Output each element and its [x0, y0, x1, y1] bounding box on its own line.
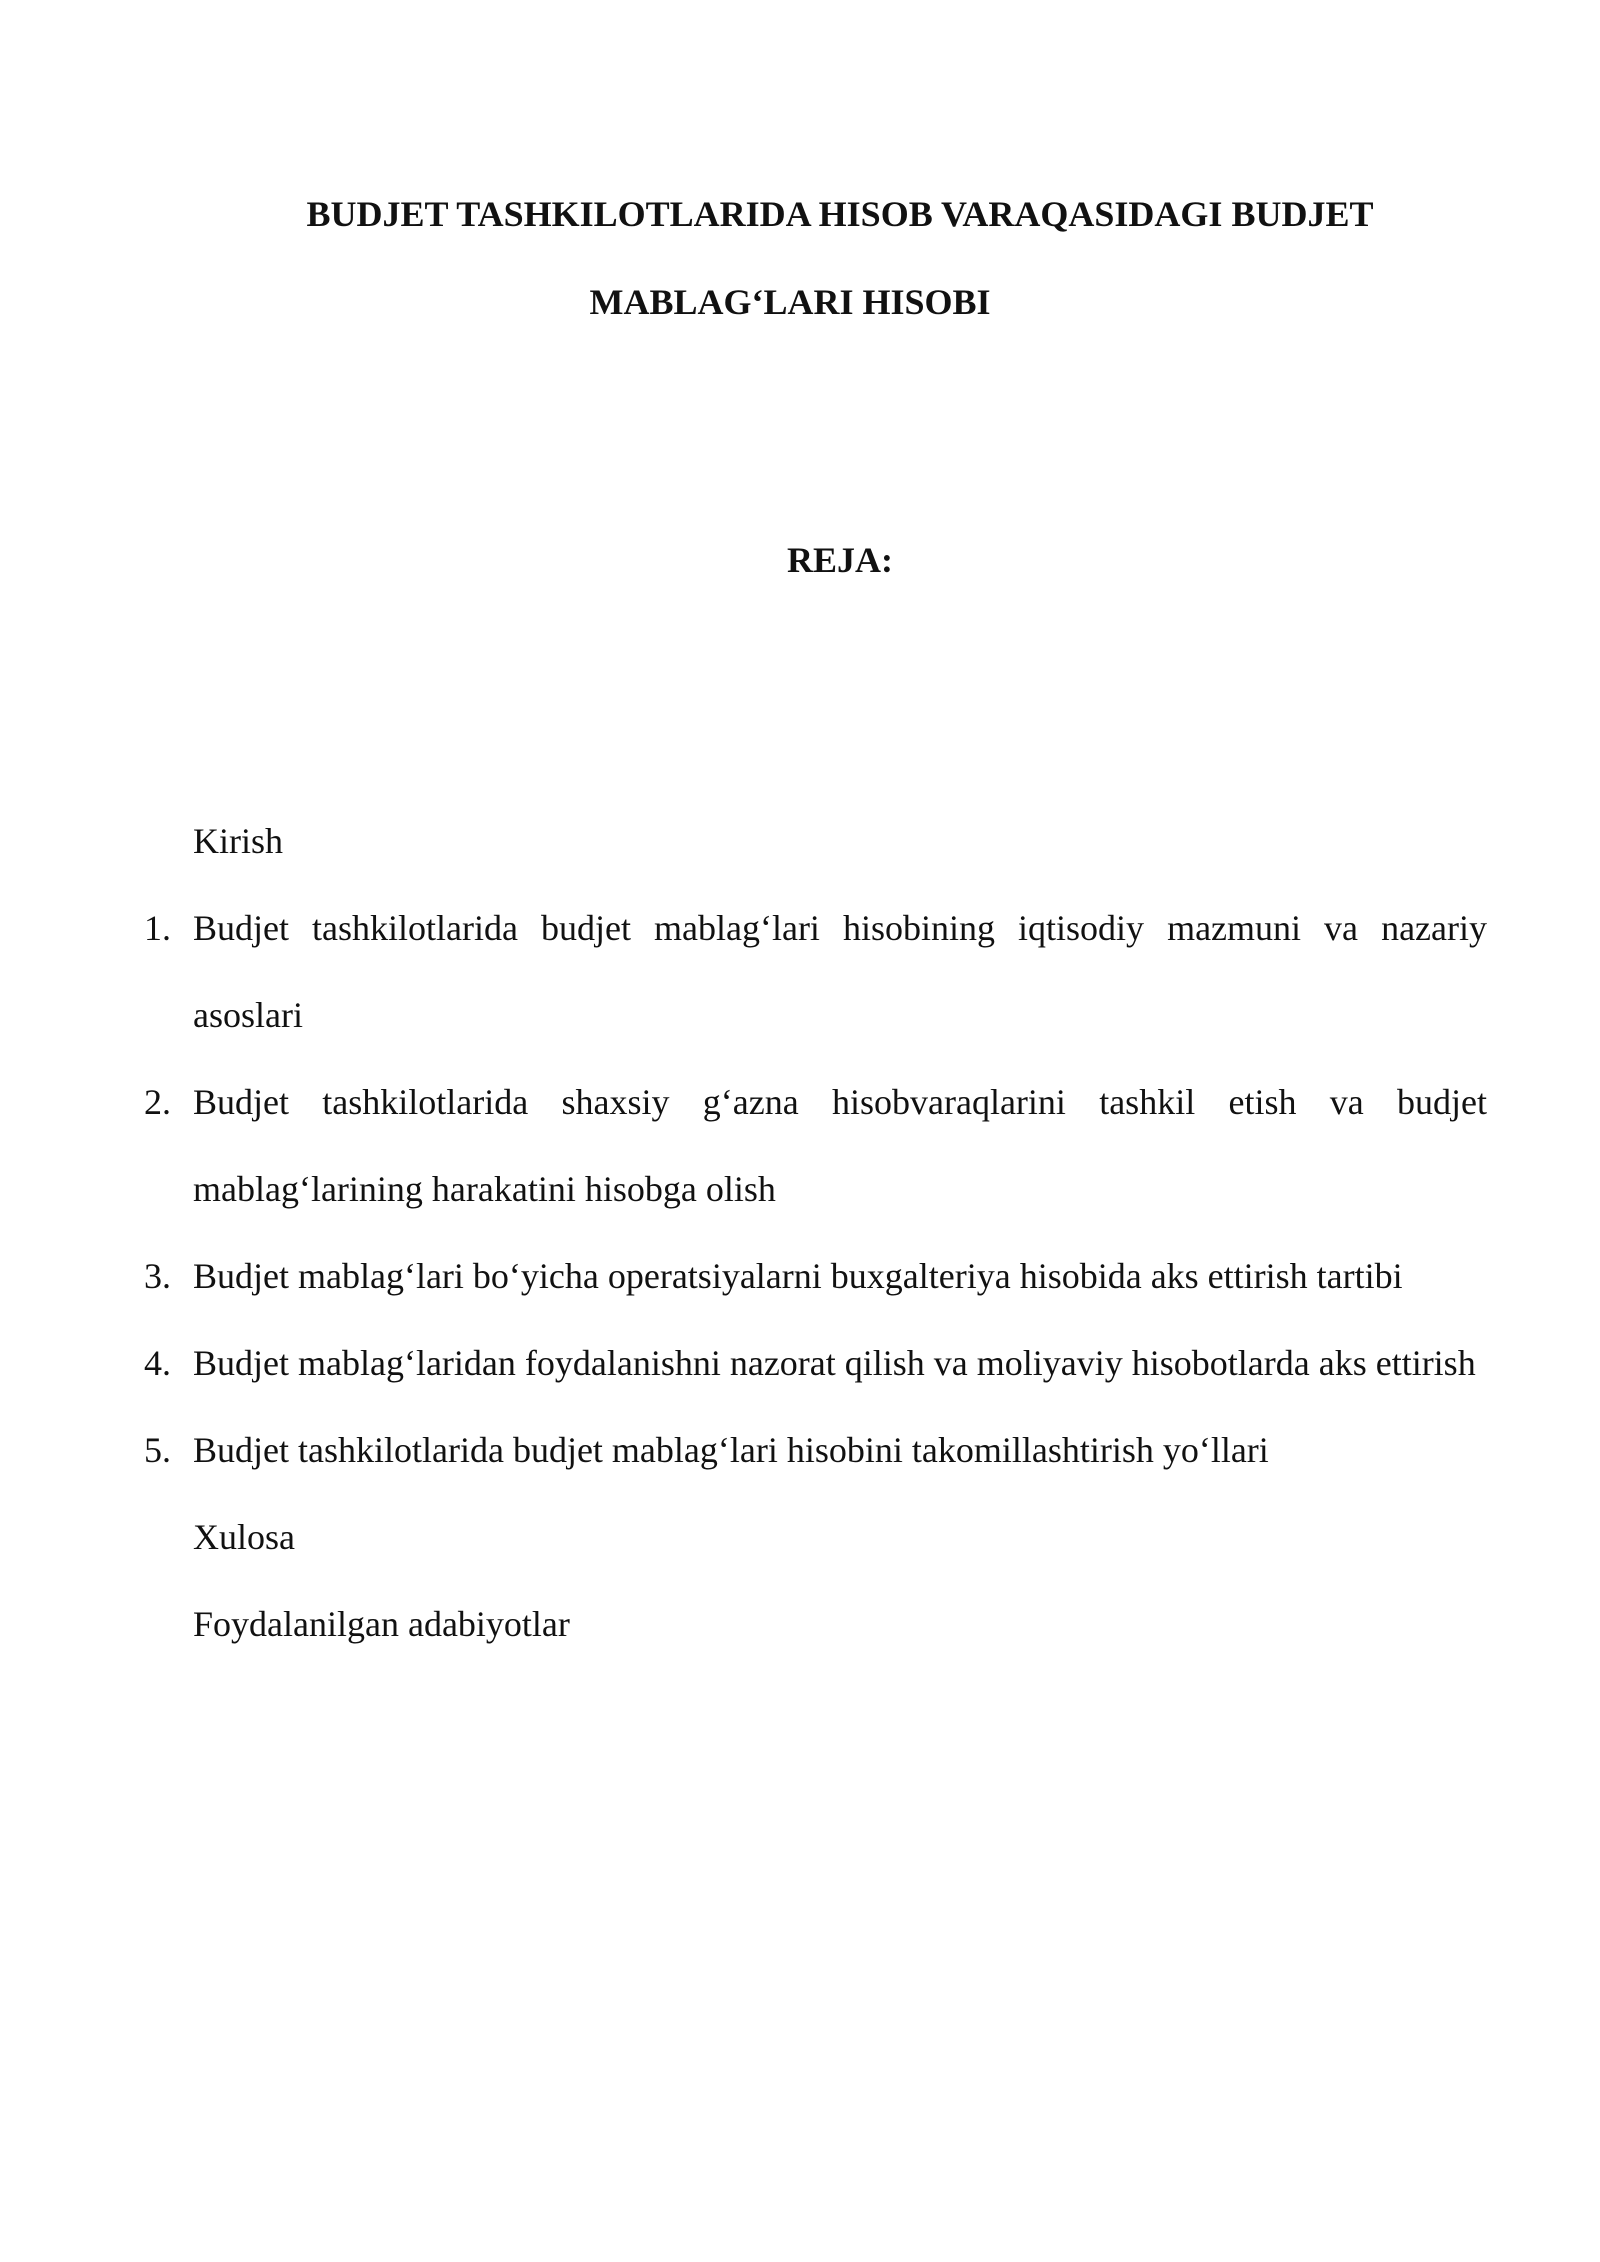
toc-item-text: Budjet tashkilotlarida budjet mablag‘lari hisobini takomillashtirish yo‘llari: [193, 1430, 1269, 1470]
toc-references-text: Foydalanilgan adabiyotlar: [193, 1604, 570, 1644]
toc-item-text: Budjet mablag‘lari bo‘yicha operatsiyalarni buxgalteriya hisobida aks ettirish tartibi: [193, 1256, 1403, 1296]
toc-item-3: [144, 1233, 1487, 1320]
toc-item-number: 1.: [144, 908, 171, 948]
toc-item-text: Budjet tashkilotlarida shaxsiy g‘azna hisobvaraqlarini tashkil etish va budjet mablag‘larining harakatini hisobga olish: [193, 1082, 1487, 1209]
toc-item-number: 4.: [144, 1343, 171, 1383]
toc-intro-text: Kirish: [193, 821, 283, 861]
document-title-line-2: MABLAG‘LARI HISOBI: [589, 282, 991, 322]
toc-item-number: 3.: [144, 1256, 171, 1296]
toc-item-number: 5.: [144, 1430, 171, 1470]
toc-item-2: [144, 1059, 1487, 1233]
document-title-line-1: BUDJET TASHKILOTLARIDA HISOB VARAQASIDAGI BUDJET: [306, 194, 1374, 234]
table-of-contents: [144, 798, 1487, 1668]
plan-heading: REJA:: [787, 540, 893, 580]
toc-intro: [193, 798, 1487, 885]
toc-conclusion: [193, 1494, 1487, 1581]
toc-item-4: [144, 1320, 1487, 1407]
toc-conclusion-text: Xulosa: [193, 1517, 295, 1557]
toc-item-5: [144, 1407, 1487, 1494]
toc-item-text: Budjet tashkilotlarida budjet mablag‘lari hisobining iqtisodiy mazmuni va nazariy asoslari: [193, 908, 1487, 1035]
toc-item-text: Budjet mablag‘laridan foydalanishni nazorat qilish va moliyaviy hisobotlarda aks ettirish: [193, 1343, 1476, 1383]
toc-references: [193, 1581, 1487, 1668]
toc-item-1: [144, 885, 1487, 1059]
toc-item-number: 2.: [144, 1082, 171, 1122]
